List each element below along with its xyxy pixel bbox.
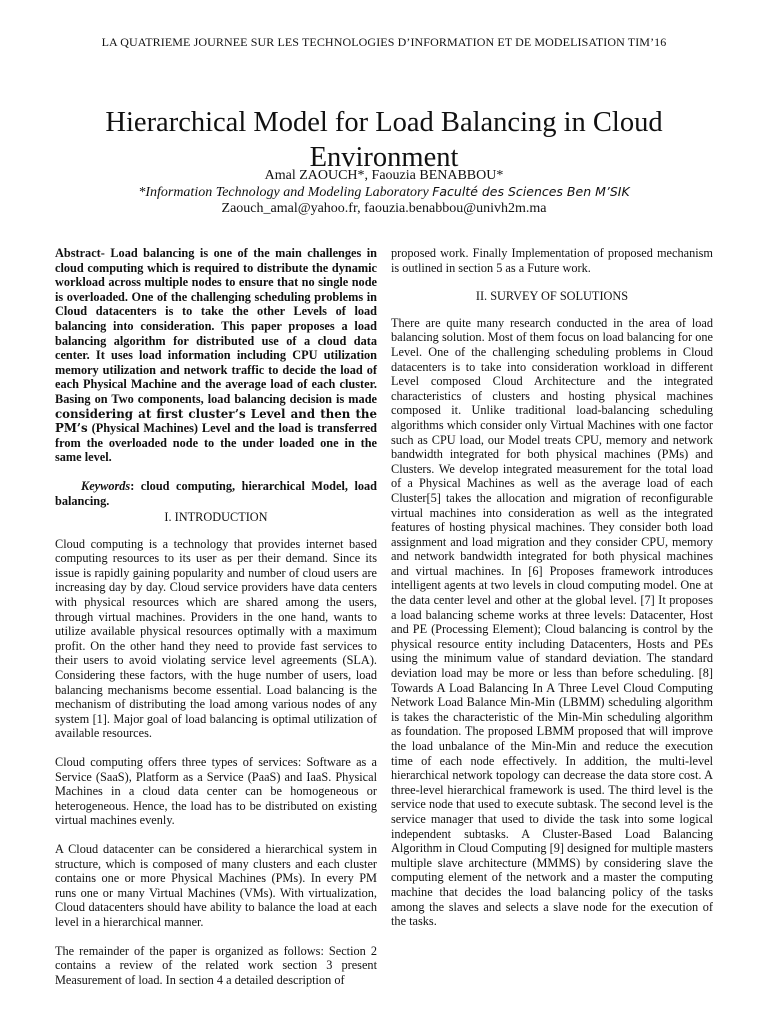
keywords: [55, 479, 377, 508]
intro-paragraph-2: Cloud computing offers three types of services: Software as a Service (SaaS), Platform as a Service (PaaS) and IaaS. Physical Machines in a cloud data center can be homogeneous or heterogeneous. Hence, the load has to be distributed on existing virtual machines evenly.: [55, 755, 377, 828]
affiliation-faculty: Faculté des Sciences Ben M’SIK: [432, 184, 630, 199]
affiliation-lab: *Information Technology and Modeling Laboratory: [138, 185, 429, 200]
running-head: LA QUATRIEME JOURNEE SUR LES TECHNOLOGIES D’INFORMATION ET DE MODELISATION TIM’16: [101, 35, 667, 49]
abstract: [55, 246, 377, 465]
paper-title: Hierarchical Model for Load Balancing in Cloud Environment: [105, 107, 663, 174]
affiliation: [0, 184, 768, 201]
section-heading-introduction: I. INTRODUCTION: [164, 510, 268, 525]
abstract-text-1: Abstract- Load balancing is one of the main challenges in cloud computing which is required to distribute the dynamic workload across multiple nodes to ensure that no single node is overloaded. One of the challenging scheduling problems in Cloud datacenters is to take the other Levels of load balancing into consideration. This paper proposes a load balancing algorithm for distributed use of a cloud data center. It uses load information including CPU utilization memory utilization and network traffic to decide the load of each Physical Machine and the average load of each cluster. Basing on Two components, load balancing decision is made: [55, 246, 377, 406]
keywords-label: Keywords: [81, 478, 131, 493]
section-heading-survey: II. SURVEY OF SOLUTIONS: [475, 289, 629, 304]
abstract-text-2: considering at first cluster’s Level and then the PM’s: [55, 406, 377, 436]
author-names: Amal ZAOUCH*, Faouzia BENABBOU*: [264, 168, 504, 183]
intro-paragraph-3: A Cloud datacenter can be considered a hierarchical system in structure, which is composed of many clusters and each cluster contains one or more Physical Machines (PMs). In every PM runs one or many Virtual Machines (VMs). With virtualization, Cloud datacenters should have ability to balance the load at each level in a hierarchical manner.: [55, 841, 377, 929]
intro-paragraph-4: The remainder of the paper is organized as follows: Section 2 contains a review of the related work section 3 present Measurement of load. In section 4 a detailed description of: [55, 943, 377, 987]
survey-paragraph-1: There are quite many research conducted in the area of load balancing solution. Most of them focus on load balancing for one Level. One of the challenging scheduling problems in Cloud datacenters is to take into consideration workload in different Level composed Cloud Architecture and the integrated characteristics of clusters and hosting physical machines composed it. Unlike traditional load-balancing scheduling algorithms which consider only Virtual Machines with one factor such as CPU load, our Model treats CPU, memory and network bandwidth integrated for both physical machines (PMs) and Clusters. We develop integrated measurement for the total load of a Physical Machines as well as the average load of each Cluster[5] takes the allocation and migration of reconfigurable virtual machines into consideration as well as the integrated features of hosting physical machines. They consider both load assignment and load migration and they consider CPU, memory and network bandwidth integrated for both physical machines and virtual machines. In [6] Proposes framework introduces intelligent agents at two levels in cloud computing model. One at the data center level and other at the global level. [7] It proposes a load balancing scheme works at three levels: Datacenter, Host and PE (Processing Element); Cloud balancing is control by the physical resource entity including Datacenters, Hosts and PEs using the minimum value of standard deviation. The standard deviation load may be more or less than before scheduling. [8] Towards A Load Balancing In A Three Level Cloud Computing Network Load Balance Min-Min (LBMM) scheduling algorithm is takes the characteristic of the Min-Min scheduling algorithm as foundation. The proposed LBMM proposed that will improve the load unbalance of the Min-Min and reduce the execution time of each node effectively. In addition, the multi-level hierarchical network topology can decrease the data store cost. A three-level hierarchical framework is used. The third level is the service node that used to execute subtask. The second level is the service manager that used to divide the task into some logical independent subtasks. A Cluster-Based Load Balancing Algorithm in Cloud Computing [9] designed for multiple masters multiple slave architecture (MMMS) by considering slave the computing element of the network and a master the computing machine that decides the load balancing policy of the tasks among the slaves and selects a slave node for the execution of the tasks.: [391, 315, 713, 929]
author-block: [0, 168, 768, 217]
left-column: [55, 246, 377, 1001]
right-column: [391, 246, 713, 943]
author-emails: Zaouch_amal@yahoo.fr, faouzia.benabbou@univh2m.ma: [221, 201, 547, 216]
keywords-text: : cloud computing, hierarchical Model, load balancing.: [55, 478, 377, 508]
abstract-text-3: (Physical Machines) Level and the load is transferred from the overloaded node to the under loaded one in the same level.: [55, 421, 377, 465]
right-paragraph-0: proposed work. Finally Implementation of proposed mechanism is outlined in section 5 as a Future work.: [391, 246, 713, 275]
intro-paragraph-1: Cloud computing is a technology that provides internet based computing resources to its user as per their demand. Since its issue is rapidly gaining popularity and number of cloud users are increasing day by day. Cloud service providers have data centers with physical resources which are shared among the users, through virtual machines. Providers in the one hand, wants to utilize available physical resources optimally with a maximum profit. On the other hand they need to provide fast services to their users to avoid violating service level agreements (SLA). Considering these factors, with the huge number of users, load balancing mechanisms become essential. Load balancing is the mechanism of distributing the load among various nodes of any system [1]. Major goal of load balancing is optimal utilization of available resources.: [55, 536, 377, 741]
